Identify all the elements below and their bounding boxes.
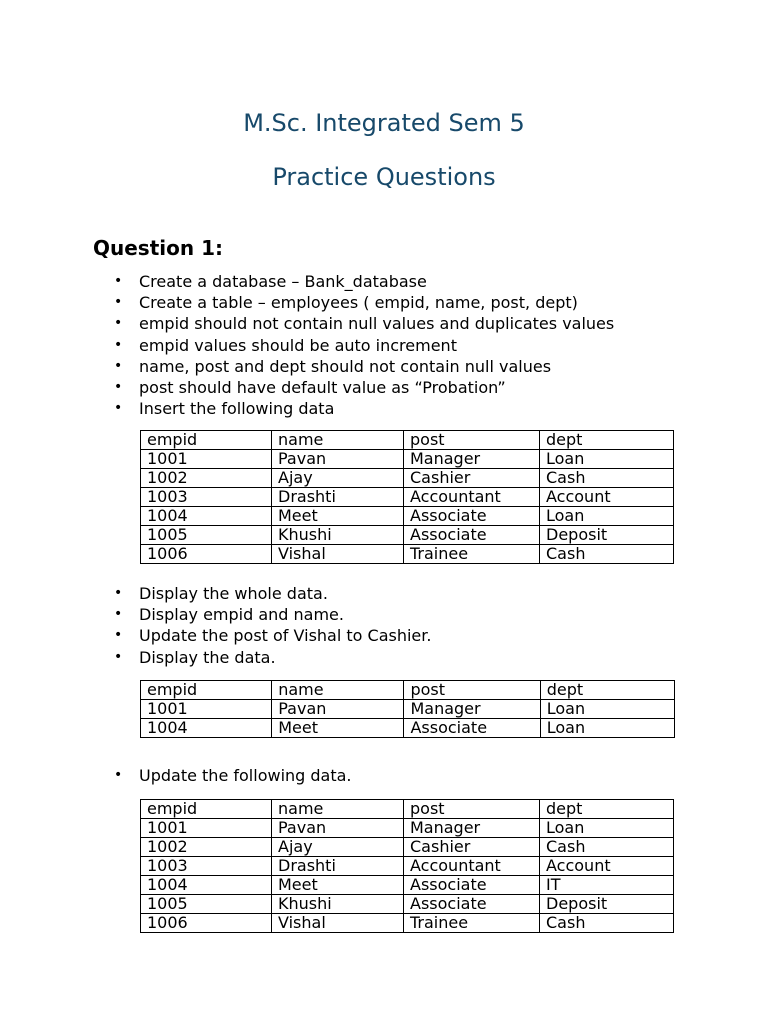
column-header: post — [404, 431, 540, 450]
list-item-text: Update the following data. — [139, 766, 352, 785]
table-cell: Ajay — [272, 469, 404, 488]
table-cell: 1002 — [141, 469, 272, 488]
bullet-icon: • — [114, 606, 123, 623]
document-title: M.Sc. Integrated Sem 5 — [243, 109, 525, 137]
bullet-icon: • — [114, 294, 123, 311]
table-cell: Loan — [540, 450, 674, 469]
list-item — [112, 271, 614, 292]
list-item-text: Update the post of Vishal to Cashier. — [139, 626, 432, 646]
list-item — [112, 356, 614, 377]
bullet-icon: • — [114, 273, 123, 289]
table-cell: Drashti — [272, 488, 404, 507]
list-item-text: Display empid and name. — [139, 605, 344, 625]
table-cell: 1001 — [141, 700, 272, 719]
table-cell: Pavan — [272, 450, 404, 469]
table-cell: Pavan — [272, 700, 404, 719]
instruction-list-1 — [112, 271, 614, 419]
bullet-icon: • — [114, 648, 123, 665]
table-row — [141, 700, 675, 719]
table-cell: 1004 — [141, 876, 272, 895]
table-cell: Drashti — [272, 857, 404, 876]
bullet-icon: • — [114, 627, 123, 644]
table-cell: Meet — [272, 719, 404, 738]
list-item-text: empid should not contain null values and duplicates values — [139, 314, 615, 334]
column-header: post — [404, 681, 540, 700]
table-cell: Deposit — [540, 526, 674, 545]
column-header: dept — [540, 431, 674, 450]
table-row — [141, 838, 674, 857]
column-header: empid — [141, 681, 272, 700]
table-cell: IT — [540, 876, 674, 895]
column-header: empid — [141, 800, 272, 819]
table-cell: Loan — [540, 719, 674, 738]
table-row — [141, 819, 674, 838]
list-item-text: Create a database – Bank_database — [139, 272, 427, 291]
table-cell: Pavan — [272, 819, 404, 838]
table-cell: Trainee — [404, 545, 540, 564]
table-cell: 1003 — [141, 857, 272, 876]
column-header: name — [272, 800, 404, 819]
question-heading: Question 1: — [93, 236, 223, 260]
bullet-icon: • — [114, 357, 123, 374]
instruction-list-2 — [112, 583, 431, 668]
table-row — [141, 876, 674, 895]
table-cell: 1003 — [141, 488, 272, 507]
table-cell: Manager — [404, 819, 540, 838]
table-row — [141, 719, 675, 738]
table-cell: Loan — [540, 819, 674, 838]
table-cell: Loan — [540, 507, 674, 526]
column-header: dept — [540, 800, 674, 819]
list-item — [112, 292, 614, 313]
table-cell: 1006 — [141, 545, 272, 564]
table-cell: Meet — [272, 876, 404, 895]
table-row — [141, 895, 674, 914]
bullet-icon: • — [114, 315, 123, 332]
bullet-icon: • — [114, 400, 123, 417]
document-subtitle: Practice Questions — [272, 163, 496, 191]
table-cell: Accountant — [404, 488, 540, 507]
bullet-icon: • — [114, 336, 123, 353]
list-item-text: Create a table – employees ( empid, name, post, dept) — [139, 293, 578, 313]
employees-table-3 — [140, 799, 674, 933]
table-cell: Meet — [272, 507, 404, 526]
table-cell: Trainee — [404, 914, 540, 933]
table-cell: Cashier — [404, 838, 540, 857]
table-cell: Khushi — [272, 526, 404, 545]
table-cell: Manager — [404, 450, 540, 469]
table-row — [141, 914, 674, 933]
table-cell: Associate — [404, 876, 540, 895]
list-item — [112, 765, 352, 786]
table-row — [141, 545, 674, 564]
table-cell: Associate — [404, 719, 540, 738]
table-cell: 1005 — [141, 895, 272, 914]
table-cell: Account — [540, 857, 674, 876]
list-item — [112, 313, 614, 334]
list-item-text: empid values should be auto increment — [139, 335, 457, 355]
list-item — [112, 377, 614, 398]
table-header-row — [141, 431, 674, 450]
column-header: dept — [540, 681, 674, 700]
table-cell: Khushi — [272, 895, 404, 914]
list-item — [112, 583, 431, 604]
column-header: empid — [141, 431, 272, 450]
table-header-row — [141, 800, 674, 819]
bullet-icon: • — [114, 767, 123, 783]
bullet-icon: • — [114, 379, 123, 396]
list-item — [112, 398, 614, 419]
column-header: name — [272, 431, 404, 450]
table-row — [141, 526, 674, 545]
table-cell: Accountant — [404, 857, 540, 876]
list-item — [112, 625, 431, 646]
column-header: post — [404, 800, 540, 819]
instruction-list-3 — [112, 765, 352, 786]
table-cell: 1001 — [141, 819, 272, 838]
table-cell: Ajay — [272, 838, 404, 857]
table-cell: 1006 — [141, 914, 272, 933]
bullet-icon: • — [114, 585, 123, 601]
list-item — [112, 335, 614, 356]
list-item-text: Insert the following data — [139, 399, 335, 419]
table-cell: 1004 — [141, 507, 272, 526]
column-header: name — [272, 681, 404, 700]
table-row — [141, 488, 674, 507]
list-item-text: Display the whole data. — [139, 584, 328, 603]
table-cell: 1001 — [141, 450, 272, 469]
table-cell: Associate — [404, 507, 540, 526]
table-cell: Cash — [540, 545, 674, 564]
table-row — [141, 469, 674, 488]
table-header-row — [141, 681, 675, 700]
table-cell: Deposit — [540, 895, 674, 914]
table-cell: 1002 — [141, 838, 272, 857]
table-row — [141, 857, 674, 876]
employees-table-2 — [140, 680, 675, 738]
table-cell: Cash — [540, 914, 674, 933]
table-cell: Vishal — [272, 914, 404, 933]
list-item-text: Display the data. — [139, 647, 276, 667]
table-cell: Cashier — [404, 469, 540, 488]
table-row — [141, 507, 674, 526]
table-cell: Cash — [540, 469, 674, 488]
table-cell: Cash — [540, 838, 674, 857]
list-item — [112, 647, 431, 668]
table-cell: Associate — [404, 895, 540, 914]
table-cell: Account — [540, 488, 674, 507]
employees-table-1 — [140, 430, 674, 564]
table-cell: 1004 — [141, 719, 272, 738]
table-cell: 1005 — [141, 526, 272, 545]
table-row — [141, 450, 674, 469]
table-cell: Loan — [540, 700, 674, 719]
list-item-text: post should have default value as “Probation” — [139, 378, 506, 398]
table-cell: Manager — [404, 700, 540, 719]
table-cell: Vishal — [272, 545, 404, 564]
list-item — [112, 604, 431, 625]
table-cell: Associate — [404, 526, 540, 545]
list-item-text: name, post and dept should not contain null values — [139, 356, 552, 376]
